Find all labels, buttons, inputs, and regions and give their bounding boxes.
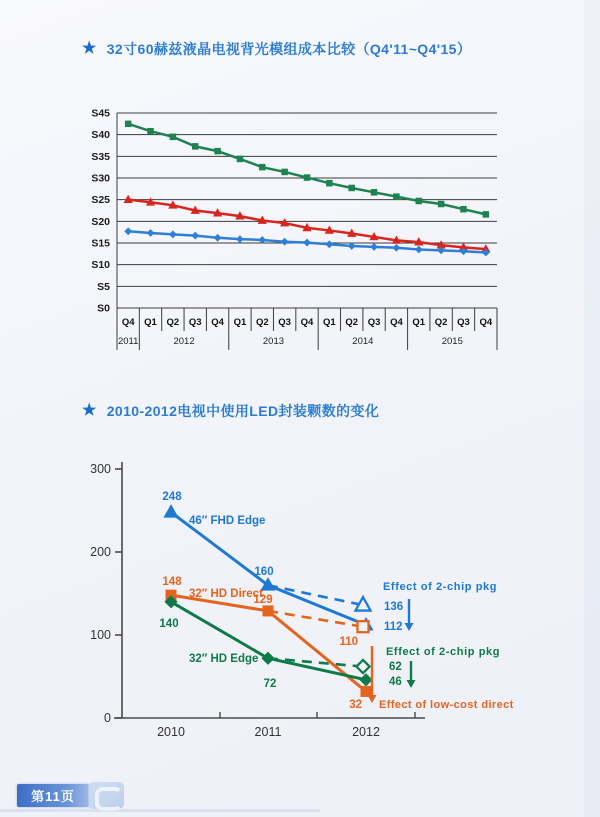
x-axis-quarter-label: Q2 [166,317,180,328]
series-green-marker [304,174,311,181]
y-axis-tick-label: S5 [97,280,110,293]
x-axis-year-label: 2012 [352,725,380,739]
y-axis-tick-label: S35 [91,150,110,163]
x-axis-quarter-label: Q4 [211,317,224,328]
series-green-marker [237,156,244,163]
series-blue-marker [415,246,423,254]
series-blue-marker [370,243,378,251]
x-axis-quarter-label: Q2 [255,317,269,328]
series-green-marker [393,193,400,200]
x-axis-quarter-label: Q3 [278,317,291,328]
data-point-value-label: 129 [253,594,273,606]
series-blue-marker [191,232,199,240]
series-blue-marker [325,240,333,248]
x-axis-quarter-label: Q3 [457,317,470,328]
down-arrow-head [368,695,377,703]
star-icon: ★ [82,402,97,419]
series-green-marker [348,185,355,192]
series-name-label: 32″ HD Edge [189,653,259,665]
data-point-value-label: 148 [162,576,182,588]
data-point-value-label: 110 [339,636,358,648]
x-axis-quarter-label: Q1 [233,317,247,328]
filled-marker [263,605,274,616]
data-point-value-label: 112 [384,621,403,633]
x-axis-quarter-label: Q3 [188,317,202,328]
series-green-marker [326,180,333,187]
series-line-green [128,124,486,215]
data-point-value-label: 248 [162,491,182,503]
x-axis-year-label: 2012 [173,336,195,347]
y-axis-tick-label: S15 [91,237,110,250]
series-green-marker [147,128,154,135]
x-axis-year-label: 2011 [117,336,139,347]
annotation-label: Effect of 2-chip pkg [383,581,498,593]
filled-marker [261,652,274,665]
series-blue-marker [303,239,311,247]
cost-comparison-chart [91,108,497,351]
star-icon: ★ [82,40,97,57]
series-green-marker [281,169,288,176]
annotation-label: Effect of 2-chip pkg [386,646,501,658]
y-axis-tick-label: 0 [104,711,111,725]
chart1-title: 32寸60赫兹液晶电视背光模组成本比较（Q4'11~Q4'15） [106,41,472,57]
dashed-projection-line [268,585,363,605]
data-point-value-label: 32 [349,699,362,711]
series-blue-marker [214,234,222,242]
open-marker [358,621,369,632]
y-axis-tick-label: S10 [91,259,110,272]
x-axis-quarter-label: Q2 [434,317,448,328]
x-axis-quarter-label: Q2 [345,317,359,328]
y-axis-tick-label: 300 [90,462,111,476]
y-axis-tick-label: 100 [90,628,111,642]
x-axis-quarter-label: Q3 [367,317,381,328]
down-arrow-head [405,623,414,631]
y-axis-tick-label: S20 [91,215,110,228]
x-axis-quarter-label: Q1 [144,317,157,328]
series-green-marker [460,206,467,213]
logo-watermark [88,782,124,809]
annotation-label: Effect of low-cost direct [379,699,514,711]
series-name-label: 46″ FHD Edge [189,515,266,527]
x-axis-quarter-label: Q4 [121,317,135,328]
series-blue-marker [236,235,244,243]
series-blue-marker [393,244,401,252]
chart2-title: 2010-2012电视中使用LED封装颗数的变化 [106,403,380,419]
y-axis-tick-label: S30 [91,172,110,185]
x-axis-quarter-label: Q1 [323,317,336,328]
x-axis-quarter-label: Q4 [390,317,403,328]
data-point-value-label: 72 [263,678,277,690]
y-axis-tick-label: S45 [91,107,110,120]
series-blue-marker [124,227,132,235]
filled-marker [359,673,372,686]
series-blue-marker [169,230,177,238]
series-green-marker [416,198,423,205]
series-green-marker [259,164,266,171]
series-name-label: 32″ HD Direct [189,588,263,600]
y-axis-tick-label: S25 [91,194,110,207]
series-blue-marker [147,229,155,237]
x-axis-year-label: 2013 [262,336,285,347]
x-axis-year-label: 2010 [157,725,185,739]
led-package-count-chart [90,462,514,739]
x-axis-year-label: 2015 [441,336,463,347]
filled-marker [163,504,178,518]
series-green-marker [438,201,445,208]
x-axis-year-label: 2011 [254,725,282,739]
data-point-value-label: 62 [389,661,402,673]
data-point-value-label: 140 [159,618,179,630]
series-green-marker [170,134,177,141]
y-axis-tick-label: S0 [97,302,110,315]
page-number-badge: 第11页 [17,784,89,807]
open-marker [356,660,369,673]
x-axis-quarter-label: Q4 [300,317,314,328]
data-point-value-label: 136 [384,601,404,613]
series-green-marker [214,148,221,155]
y-axis-tick-label: S40 [91,129,110,142]
x-axis-quarter-label: Q4 [479,317,493,328]
series-green-marker [192,143,199,150]
series-green-marker [125,121,132,128]
x-axis-year-label: 2014 [352,336,374,347]
series-green-marker [483,211,490,218]
x-axis-quarter-label: Q1 [412,317,426,328]
series-blue-marker [281,238,289,246]
series-green-marker [371,189,378,196]
data-point-value-label: 160 [254,566,274,578]
data-point-value-label: 46 [389,676,402,688]
y-axis-tick-label: 200 [90,545,111,559]
down-arrow-head [407,680,416,688]
